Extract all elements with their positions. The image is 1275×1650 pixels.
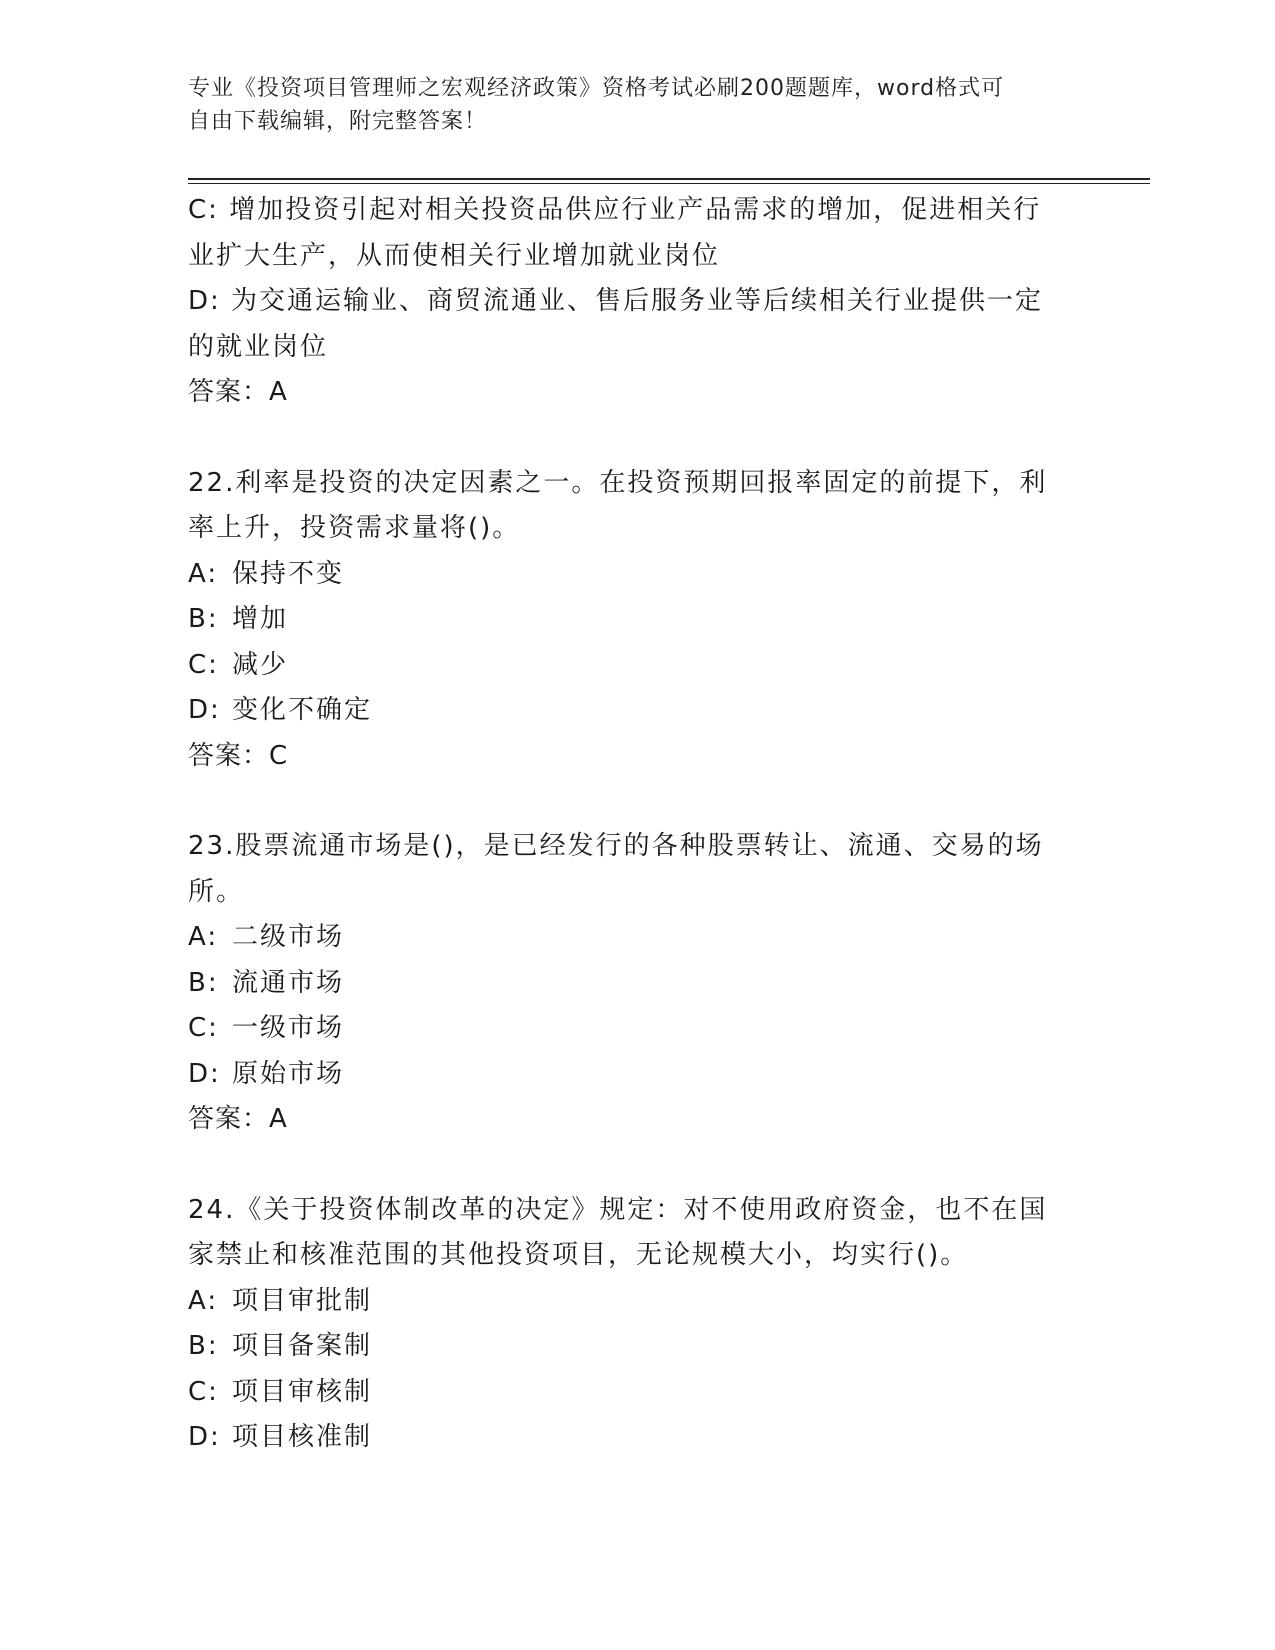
option-c	[188, 1370, 1068, 1416]
option-key: B:	[188, 1331, 219, 1361]
option-d	[188, 1415, 1068, 1461]
option-d	[188, 1052, 1068, 1098]
answer-line: 答案：C	[188, 740, 289, 771]
option-key: C:	[188, 649, 219, 680]
option-key: D:	[188, 1058, 221, 1089]
option-a	[188, 552, 1068, 598]
option-key: A:	[188, 922, 219, 952]
document-header	[188, 72, 1068, 138]
option-b	[188, 961, 1068, 1007]
option-key: B:	[188, 604, 219, 634]
option-text: 变化不确定	[232, 695, 373, 725]
option-text: 流通市场	[232, 967, 345, 998]
header-title-line-2: 自由下载编辑，附完整答案！	[188, 109, 488, 134]
question-list	[188, 188, 1068, 1461]
question-23	[188, 824, 1068, 1143]
option-text: 减少	[232, 649, 289, 680]
header-title-line-1: 专业《投资项目管理师之宏观经济政策》资格考试必刷200题题库，word格式可	[188, 76, 1005, 101]
option-d	[188, 688, 1068, 734]
option-key: B:	[188, 967, 219, 998]
option-key: C:	[188, 1376, 219, 1407]
spacer	[188, 1143, 1068, 1188]
answer-line: 答案：A	[188, 1104, 288, 1134]
option-key: D:	[188, 695, 221, 725]
header-divider-thick	[188, 178, 1150, 180]
answer-line: 答案：A	[188, 377, 288, 407]
option-key: D:	[188, 1422, 221, 1452]
option-text: 项目审核制	[232, 1376, 373, 1407]
option-text: 项目备案制	[232, 1331, 373, 1361]
option-b	[188, 597, 1068, 643]
previous-question-tail	[188, 188, 1068, 416]
option-c	[188, 643, 1068, 689]
option-c	[188, 1006, 1068, 1052]
option-key: C:	[188, 195, 219, 225]
question-22	[188, 461, 1068, 780]
option-text: 项目审批制	[232, 1285, 373, 1316]
question-text: 22.利率是投资的决定因素之一。在投资预期回报率固定的前提下，利率上升，投资需求量将()。	[188, 467, 1048, 543]
option-text: 增加投资引起对相关投资品供应行业产品需求的增加，促进相关行业扩大生产，从而使相关行业增加就业岗位	[188, 195, 1042, 271]
spacer	[188, 416, 1068, 461]
header-divider-thin	[188, 183, 1150, 184]
question-text: 23.股票流通市场是()，是已经发行的各种股票转让、流通、交易的场所。	[188, 831, 1044, 907]
option-c	[188, 188, 1068, 279]
option-key: D:	[188, 286, 221, 316]
option-text: 项目核准制	[232, 1422, 373, 1452]
option-text: 为交通运输业、商贸流通业、售后服务业等后续相关行业提供一定的就业岗位	[188, 286, 1044, 362]
option-text: 增加	[232, 604, 289, 634]
option-d	[188, 279, 1068, 370]
spacer	[188, 779, 1068, 824]
option-text: 保持不变	[232, 558, 345, 589]
option-key: A:	[188, 1285, 219, 1316]
question-text: 24.《关于投资体制改革的决定》规定：对不使用政府资金，也不在国家禁止和核准范围的其他投资项目，无论规模大小，均实行()。	[188, 1194, 1048, 1270]
option-a	[188, 915, 1068, 961]
option-text: 二级市场	[232, 922, 345, 952]
option-key: A:	[188, 558, 219, 589]
option-b	[188, 1324, 1068, 1370]
question-24	[188, 1188, 1068, 1461]
option-key: C:	[188, 1013, 219, 1043]
option-text: 原始市场	[232, 1058, 345, 1089]
option-a	[188, 1279, 1068, 1325]
option-text: 一级市场	[232, 1013, 345, 1043]
